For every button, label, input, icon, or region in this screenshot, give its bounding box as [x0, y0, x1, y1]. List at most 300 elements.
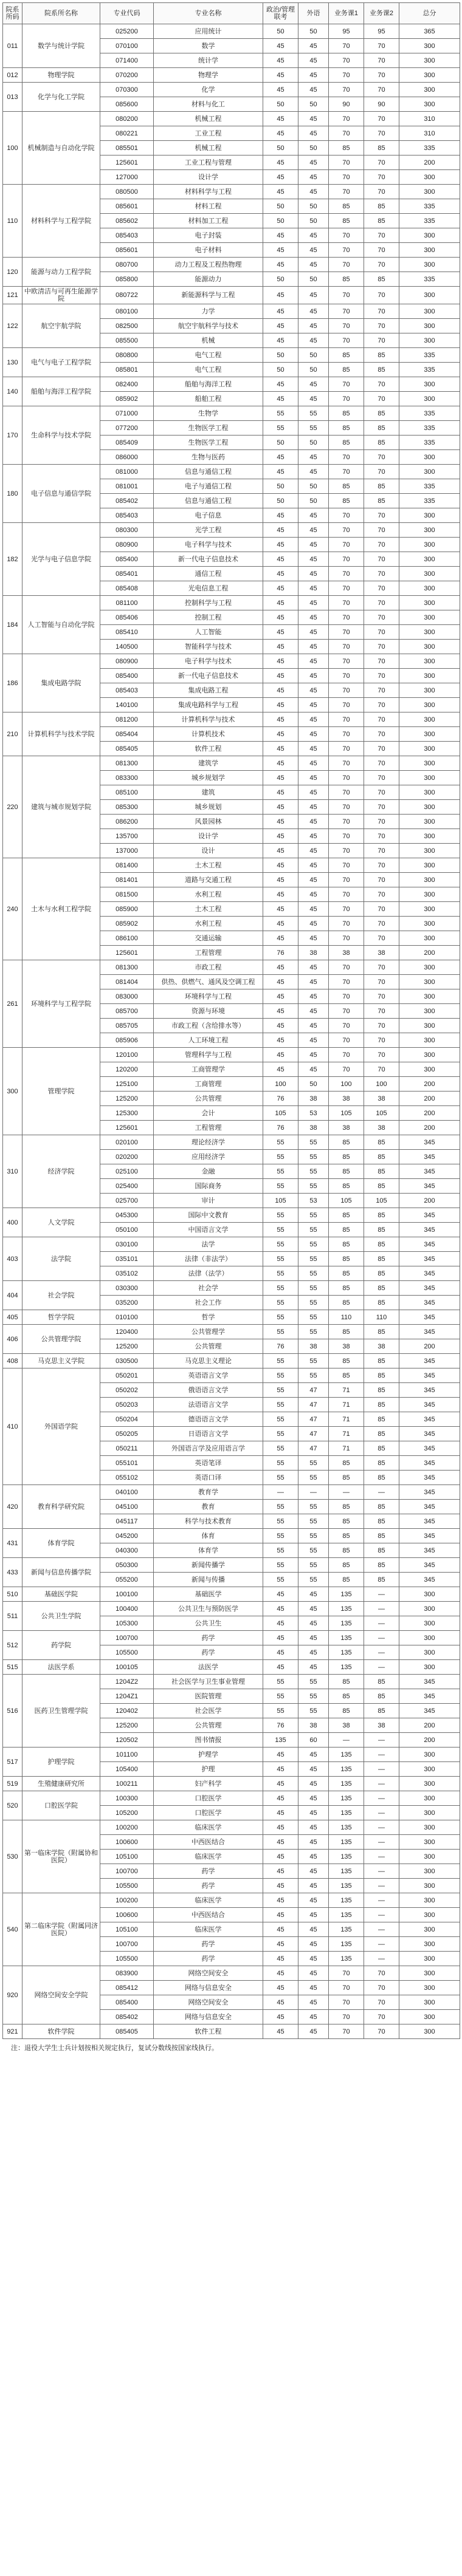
- subject-1-score: —: [329, 1485, 364, 1500]
- foreign-language-score: 45: [298, 873, 329, 887]
- major-code: 025400: [100, 1179, 154, 1194]
- major-name: 生物医学工程: [154, 421, 263, 436]
- politics-score: 50: [263, 199, 298, 214]
- major-name: 数学: [154, 39, 263, 53]
- foreign-language-score: 45: [298, 727, 329, 742]
- politics-score: 45: [263, 53, 298, 68]
- total-score: 300: [399, 756, 460, 771]
- politics-score: 45: [263, 858, 298, 873]
- politics-score: 55: [263, 1689, 298, 1704]
- major-code: 085100: [100, 785, 154, 800]
- major-name: 计算机技术: [154, 727, 263, 742]
- foreign-language-score: 45: [298, 640, 329, 654]
- subject-1-score: 110: [329, 1310, 364, 1325]
- subject-2-score: 70: [364, 902, 399, 917]
- subject-2-score: 85: [364, 1543, 399, 1558]
- total-score: 345: [399, 1485, 460, 1500]
- major-name: 土木工程: [154, 902, 263, 917]
- major-code: 125601: [100, 155, 154, 170]
- major-code: 100400: [100, 1602, 154, 1616]
- subject-2-score: —: [364, 1777, 399, 1791]
- dept-name: 人文学院: [22, 1208, 100, 1237]
- major-name: 新闻与传播: [154, 1573, 263, 1587]
- politics-score: 105: [263, 1194, 298, 1208]
- politics-score: 50: [263, 141, 298, 155]
- foreign-language-score: 47: [298, 1412, 329, 1427]
- subject-1-score: 70: [329, 844, 364, 858]
- major-code: 1204Z1: [100, 1689, 154, 1704]
- header-subject-1: 业务课1: [329, 3, 364, 24]
- foreign-language-score: 45: [298, 771, 329, 785]
- major-name: 新一代电子信息技术: [154, 669, 263, 683]
- table-row: [3, 2024, 460, 2039]
- subject-2-score: 70: [364, 829, 399, 844]
- major-name: 水利工程: [154, 887, 263, 902]
- total-score: 300: [399, 596, 460, 610]
- major-code: 070100: [100, 39, 154, 53]
- subject-2-score: 70: [364, 1995, 399, 2010]
- total-score: 300: [399, 304, 460, 319]
- politics-score: 45: [263, 1660, 298, 1675]
- total-score: 345: [399, 1689, 460, 1704]
- foreign-language-score: 45: [298, 829, 329, 844]
- subject-1-score: 135: [329, 1806, 364, 1820]
- major-code: 085404: [100, 727, 154, 742]
- total-score: 300: [399, 654, 460, 669]
- major-name: 药学: [154, 1937, 263, 1952]
- subject-2-score: 85: [364, 1281, 399, 1296]
- politics-score: 55: [263, 406, 298, 421]
- politics-score: 45: [263, 727, 298, 742]
- politics-score: 45: [263, 989, 298, 1004]
- subject-1-score: 85: [329, 141, 364, 155]
- dept-name: 生命科学与技术学院: [22, 406, 100, 465]
- politics-score: 45: [263, 596, 298, 610]
- major-code: 135700: [100, 829, 154, 844]
- total-score: 300: [399, 800, 460, 815]
- major-name: 法律（非法学）: [154, 1252, 263, 1266]
- subject-2-score: —: [364, 1485, 399, 1500]
- total-score: 300: [399, 581, 460, 596]
- subject-1-score: 70: [329, 960, 364, 975]
- major-code: 082400: [100, 377, 154, 392]
- major-code: 085408: [100, 581, 154, 596]
- foreign-language-score: 50: [298, 479, 329, 494]
- subject-2-score: 70: [364, 2010, 399, 2024]
- major-code: 120502: [100, 1733, 154, 1748]
- foreign-language-score: 53: [298, 1194, 329, 1208]
- subject-1-score: 105: [329, 1106, 364, 1121]
- subject-1-score: 85: [329, 494, 364, 508]
- table-row: [3, 1529, 460, 1543]
- total-score: 335: [399, 436, 460, 450]
- major-name: 审计: [154, 1194, 263, 1208]
- foreign-language-score: 47: [298, 1427, 329, 1441]
- foreign-language-score: 45: [298, 654, 329, 669]
- subject-2-score: 70: [364, 669, 399, 683]
- major-code: 050204: [100, 1412, 154, 1427]
- major-name: 俄语语言文学: [154, 1383, 263, 1398]
- subject-2-score: 105: [364, 1106, 399, 1121]
- total-score: 345: [399, 1398, 460, 1412]
- major-name: 新一代电子信息技术: [154, 552, 263, 567]
- major-name: 土木工程: [154, 858, 263, 873]
- subject-1-score: 85: [329, 1456, 364, 1471]
- politics-score: 45: [263, 742, 298, 756]
- total-score: 300: [399, 97, 460, 112]
- foreign-language-score: 45: [298, 742, 329, 756]
- table-row: [3, 596, 460, 610]
- major-name: 德语语言文学: [154, 1412, 263, 1427]
- major-code: 125200: [100, 1339, 154, 1354]
- foreign-language-score: 45: [298, 1922, 329, 1937]
- major-code: 140100: [100, 698, 154, 712]
- major-name: 生物医学工程: [154, 436, 263, 450]
- major-code: 050300: [100, 1558, 154, 1573]
- major-name: 船舶工程: [154, 392, 263, 406]
- major-name: 工业工程与管理: [154, 155, 263, 170]
- dept-code: 210: [3, 712, 22, 756]
- table-row: [3, 712, 460, 727]
- subject-1-score: 70: [329, 287, 364, 304]
- total-score: 300: [399, 83, 460, 97]
- total-score: 300: [399, 170, 460, 185]
- subject-1-score: 70: [329, 712, 364, 727]
- major-code: 081300: [100, 960, 154, 975]
- foreign-language-score: 45: [298, 858, 329, 873]
- total-score: 345: [399, 1135, 460, 1150]
- subject-2-score: 85: [364, 1223, 399, 1237]
- table-row: [3, 1791, 460, 1806]
- total-score: 335: [399, 214, 460, 228]
- subject-2-score: 70: [364, 243, 399, 258]
- major-code: 080722: [100, 287, 154, 304]
- major-name: 集成电路工程: [154, 683, 263, 698]
- total-score: 300: [399, 1981, 460, 1995]
- total-score: 345: [399, 1543, 460, 1558]
- dept-name: 机械制造与自动化学院: [22, 112, 100, 185]
- foreign-language-score: 45: [298, 185, 329, 199]
- subject-1-score: 85: [329, 1135, 364, 1150]
- subject-1-score: 38: [329, 1339, 364, 1354]
- politics-score: 45: [263, 844, 298, 858]
- major-name: 法语语言文学: [154, 1398, 263, 1412]
- subject-2-score: 70: [364, 683, 399, 698]
- total-score: 335: [399, 272, 460, 287]
- total-score: 300: [399, 243, 460, 258]
- foreign-language-score: 45: [298, 287, 329, 304]
- major-code: 040300: [100, 1543, 154, 1558]
- major-name: 电子科学与技术: [154, 538, 263, 552]
- total-score: 300: [399, 785, 460, 800]
- politics-score: 45: [263, 1864, 298, 1879]
- major-name: 网络与信息安全: [154, 1981, 263, 1995]
- foreign-language-score: 45: [298, 712, 329, 727]
- subject-2-score: 70: [364, 1966, 399, 1981]
- dept-name: 物理学院: [22, 68, 100, 83]
- major-code: 127000: [100, 170, 154, 185]
- table-row: [3, 406, 460, 421]
- subject-2-score: 70: [364, 567, 399, 581]
- major-name: 人工环境工程: [154, 1033, 263, 1048]
- foreign-language-score: 55: [298, 1281, 329, 1296]
- major-name: 城乡规划: [154, 800, 263, 815]
- total-score: 300: [399, 1908, 460, 1922]
- major-name: 材料与化工: [154, 97, 263, 112]
- major-code: 085402: [100, 2010, 154, 2024]
- total-score: 300: [399, 1952, 460, 1966]
- dept-code: 261: [3, 960, 22, 1048]
- major-code: 085401: [100, 567, 154, 581]
- subject-2-score: 70: [364, 975, 399, 989]
- foreign-language-score: 45: [298, 243, 329, 258]
- dept-name: 经济学院: [22, 1135, 100, 1208]
- politics-score: —: [263, 1485, 298, 1500]
- subject-1-score: 85: [329, 1514, 364, 1529]
- politics-score: 135: [263, 1733, 298, 1748]
- subject-2-score: 85: [364, 1150, 399, 1164]
- subject-1-score: 85: [329, 1237, 364, 1252]
- total-score: 300: [399, 523, 460, 538]
- dept-name: 材料科学与工程学院: [22, 185, 100, 258]
- major-code: 081300: [100, 756, 154, 771]
- table-row: [3, 1208, 460, 1223]
- major-name: 临床医学: [154, 1850, 263, 1864]
- major-name: 社会工作: [154, 1296, 263, 1310]
- politics-score: 45: [263, 800, 298, 815]
- major-code: 085902: [100, 392, 154, 406]
- subject-1-score: 85: [329, 1500, 364, 1514]
- total-score: 300: [399, 771, 460, 785]
- major-code: 085400: [100, 1995, 154, 2010]
- subject-2-score: 70: [364, 450, 399, 465]
- major-name: 外国语言学及应用语言学: [154, 1441, 263, 1456]
- major-code: 025200: [100, 24, 154, 39]
- major-code: 081404: [100, 975, 154, 989]
- foreign-language-score: 55: [298, 1514, 329, 1529]
- foreign-language-score: 45: [298, 126, 329, 141]
- major-name: 电子科学与技术: [154, 654, 263, 669]
- major-name: 教育学: [154, 1485, 263, 1500]
- major-name: 理论经济学: [154, 1135, 263, 1150]
- subject-1-score: 70: [329, 465, 364, 479]
- major-name: 妇产科学: [154, 1777, 263, 1791]
- major-code: 100700: [100, 1864, 154, 1879]
- total-score: 335: [399, 406, 460, 421]
- subject-1-score: 70: [329, 771, 364, 785]
- subject-1-score: 85: [329, 1573, 364, 1587]
- major-code: 085900: [100, 902, 154, 917]
- major-code: 025100: [100, 1164, 154, 1179]
- total-score: 345: [399, 1281, 460, 1296]
- subject-2-score: 100: [364, 1077, 399, 1092]
- dept-name: 基础医学院: [22, 1587, 100, 1602]
- major-code: 055101: [100, 1456, 154, 1471]
- politics-score: 55: [263, 1354, 298, 1368]
- foreign-language-score: 55: [298, 406, 329, 421]
- foreign-language-score: 55: [298, 1325, 329, 1339]
- subject-2-score: 70: [364, 552, 399, 567]
- subject-1-score: 70: [329, 917, 364, 931]
- table-row: [3, 756, 460, 771]
- subject-2-score: 70: [364, 756, 399, 771]
- subject-1-score: 85: [329, 421, 364, 436]
- total-score: 335: [399, 363, 460, 377]
- politics-score: 45: [263, 1004, 298, 1019]
- politics-score: 50: [263, 97, 298, 112]
- total-score: 335: [399, 421, 460, 436]
- major-code: 100100: [100, 1587, 154, 1602]
- subject-1-score: 135: [329, 1922, 364, 1937]
- foreign-language-score: 50: [298, 214, 329, 228]
- major-name: 电子与通信工程: [154, 479, 263, 494]
- subject-2-score: —: [364, 1645, 399, 1660]
- total-score: 300: [399, 53, 460, 68]
- major-code: 125200: [100, 1092, 154, 1106]
- subject-1-score: 70: [329, 1062, 364, 1077]
- foreign-language-score: 45: [298, 1791, 329, 1806]
- politics-score: 45: [263, 1048, 298, 1062]
- politics-score: 45: [263, 669, 298, 683]
- table-row: [3, 377, 460, 392]
- subject-1-score: 71: [329, 1427, 364, 1441]
- politics-score: 45: [263, 917, 298, 931]
- foreign-language-score: 45: [298, 1981, 329, 1995]
- total-score: 345: [399, 1150, 460, 1164]
- major-name: 法学: [154, 1237, 263, 1252]
- major-code: 085403: [100, 508, 154, 523]
- header-subject-2: 业务课2: [364, 3, 399, 24]
- dept-code: 122: [3, 304, 22, 348]
- foreign-language-score: 45: [298, 68, 329, 83]
- major-name: 设计学: [154, 829, 263, 844]
- major-code: 070200: [100, 68, 154, 83]
- subject-2-score: 70: [364, 1004, 399, 1019]
- major-code: 085600: [100, 97, 154, 112]
- total-score: 200: [399, 1718, 460, 1733]
- major-name: 智能科学与技术: [154, 640, 263, 654]
- table-row: [3, 112, 460, 126]
- subject-1-score: 90: [329, 97, 364, 112]
- dept-code: 130: [3, 348, 22, 377]
- politics-score: 45: [263, 2024, 298, 2039]
- dept-code: 408: [3, 1354, 22, 1368]
- major-code: 085403: [100, 228, 154, 243]
- dept-code: 433: [3, 1558, 22, 1587]
- dept-name: 人工智能与自动化学院: [22, 596, 100, 654]
- table-row: [3, 68, 460, 83]
- table-row: [3, 83, 460, 97]
- foreign-language-score: 45: [298, 1602, 329, 1616]
- major-name: 英语语言文学: [154, 1368, 263, 1383]
- subject-2-score: 85: [364, 1398, 399, 1412]
- major-code: 085300: [100, 800, 154, 815]
- major-code: 085902: [100, 917, 154, 931]
- total-score: 300: [399, 1587, 460, 1602]
- politics-score: 45: [263, 243, 298, 258]
- major-name: 环境科学与工程: [154, 989, 263, 1004]
- politics-score: 45: [263, 1893, 298, 1908]
- total-score: 300: [399, 39, 460, 53]
- subject-2-score: 85: [364, 1471, 399, 1485]
- politics-score: 45: [263, 538, 298, 552]
- major-code: 050202: [100, 1383, 154, 1398]
- total-score: 300: [399, 1820, 460, 1835]
- table-row: [3, 1820, 460, 1835]
- politics-score: 45: [263, 1777, 298, 1791]
- major-code: 086200: [100, 815, 154, 829]
- subject-2-score: 95: [364, 24, 399, 39]
- table-row: [3, 1660, 460, 1675]
- total-score: 300: [399, 858, 460, 873]
- subject-1-score: 70: [329, 258, 364, 272]
- subject-2-score: 70: [364, 1033, 399, 1048]
- subject-1-score: 85: [329, 1368, 364, 1383]
- foreign-language-score: 45: [298, 989, 329, 1004]
- major-code: 085906: [100, 1033, 154, 1048]
- foreign-language-score: 55: [298, 1223, 329, 1237]
- dept-code: 400: [3, 1208, 22, 1237]
- subject-2-score: 70: [364, 287, 399, 304]
- dept-code: 120: [3, 258, 22, 287]
- total-score: 300: [399, 917, 460, 931]
- subject-2-score: 85: [364, 1558, 399, 1573]
- foreign-language-score: 55: [298, 1310, 329, 1325]
- major-name: 电子封装: [154, 228, 263, 243]
- politics-score: 55: [263, 1471, 298, 1485]
- major-code: 105100: [100, 1850, 154, 1864]
- major-name: 国际商务: [154, 1179, 263, 1194]
- subject-2-score: 70: [364, 1062, 399, 1077]
- politics-score: 45: [263, 304, 298, 319]
- dept-name: 第一临床学院（附属协和医院）: [22, 1820, 100, 1893]
- total-score: 345: [399, 1179, 460, 1194]
- table-row: [3, 1048, 460, 1062]
- politics-score: 45: [263, 552, 298, 567]
- dept-name: 计算机科学与技术学院: [22, 712, 100, 756]
- footnote: 注：退役大学生士兵计划按相关规定执行，复试分数线按国家线执行。: [11, 2045, 218, 2052]
- total-score: 345: [399, 1529, 460, 1543]
- politics-score: 55: [263, 1150, 298, 1164]
- header-total: 总分: [399, 3, 460, 24]
- total-score: 345: [399, 1500, 460, 1514]
- subject-2-score: 70: [364, 304, 399, 319]
- subject-2-score: 70: [364, 319, 399, 333]
- subject-2-score: —: [364, 1952, 399, 1966]
- major-name: 工程管理: [154, 946, 263, 960]
- dept-code: 240: [3, 858, 22, 960]
- subject-2-score: —: [364, 1820, 399, 1835]
- dept-code: 182: [3, 523, 22, 596]
- dept-code: 011: [3, 24, 22, 68]
- subject-1-score: 85: [329, 1558, 364, 1573]
- total-score: 300: [399, 1995, 460, 2010]
- total-score: 300: [399, 450, 460, 465]
- politics-score: 55: [263, 1223, 298, 1237]
- subject-1-score: 70: [329, 800, 364, 815]
- subject-2-score: 85: [364, 1689, 399, 1704]
- subject-2-score: 85: [364, 436, 399, 450]
- major-name: 公共卫生与预防医学: [154, 1602, 263, 1616]
- major-code: 105300: [100, 1616, 154, 1631]
- major-code: 1204Z2: [100, 1675, 154, 1689]
- total-score: 300: [399, 960, 460, 975]
- total-score: 300: [399, 1791, 460, 1806]
- dept-code: 013: [3, 83, 22, 112]
- subject-1-score: 135: [329, 1777, 364, 1791]
- header-dept-name: 院系所名称: [22, 3, 100, 24]
- dept-code: 170: [3, 406, 22, 465]
